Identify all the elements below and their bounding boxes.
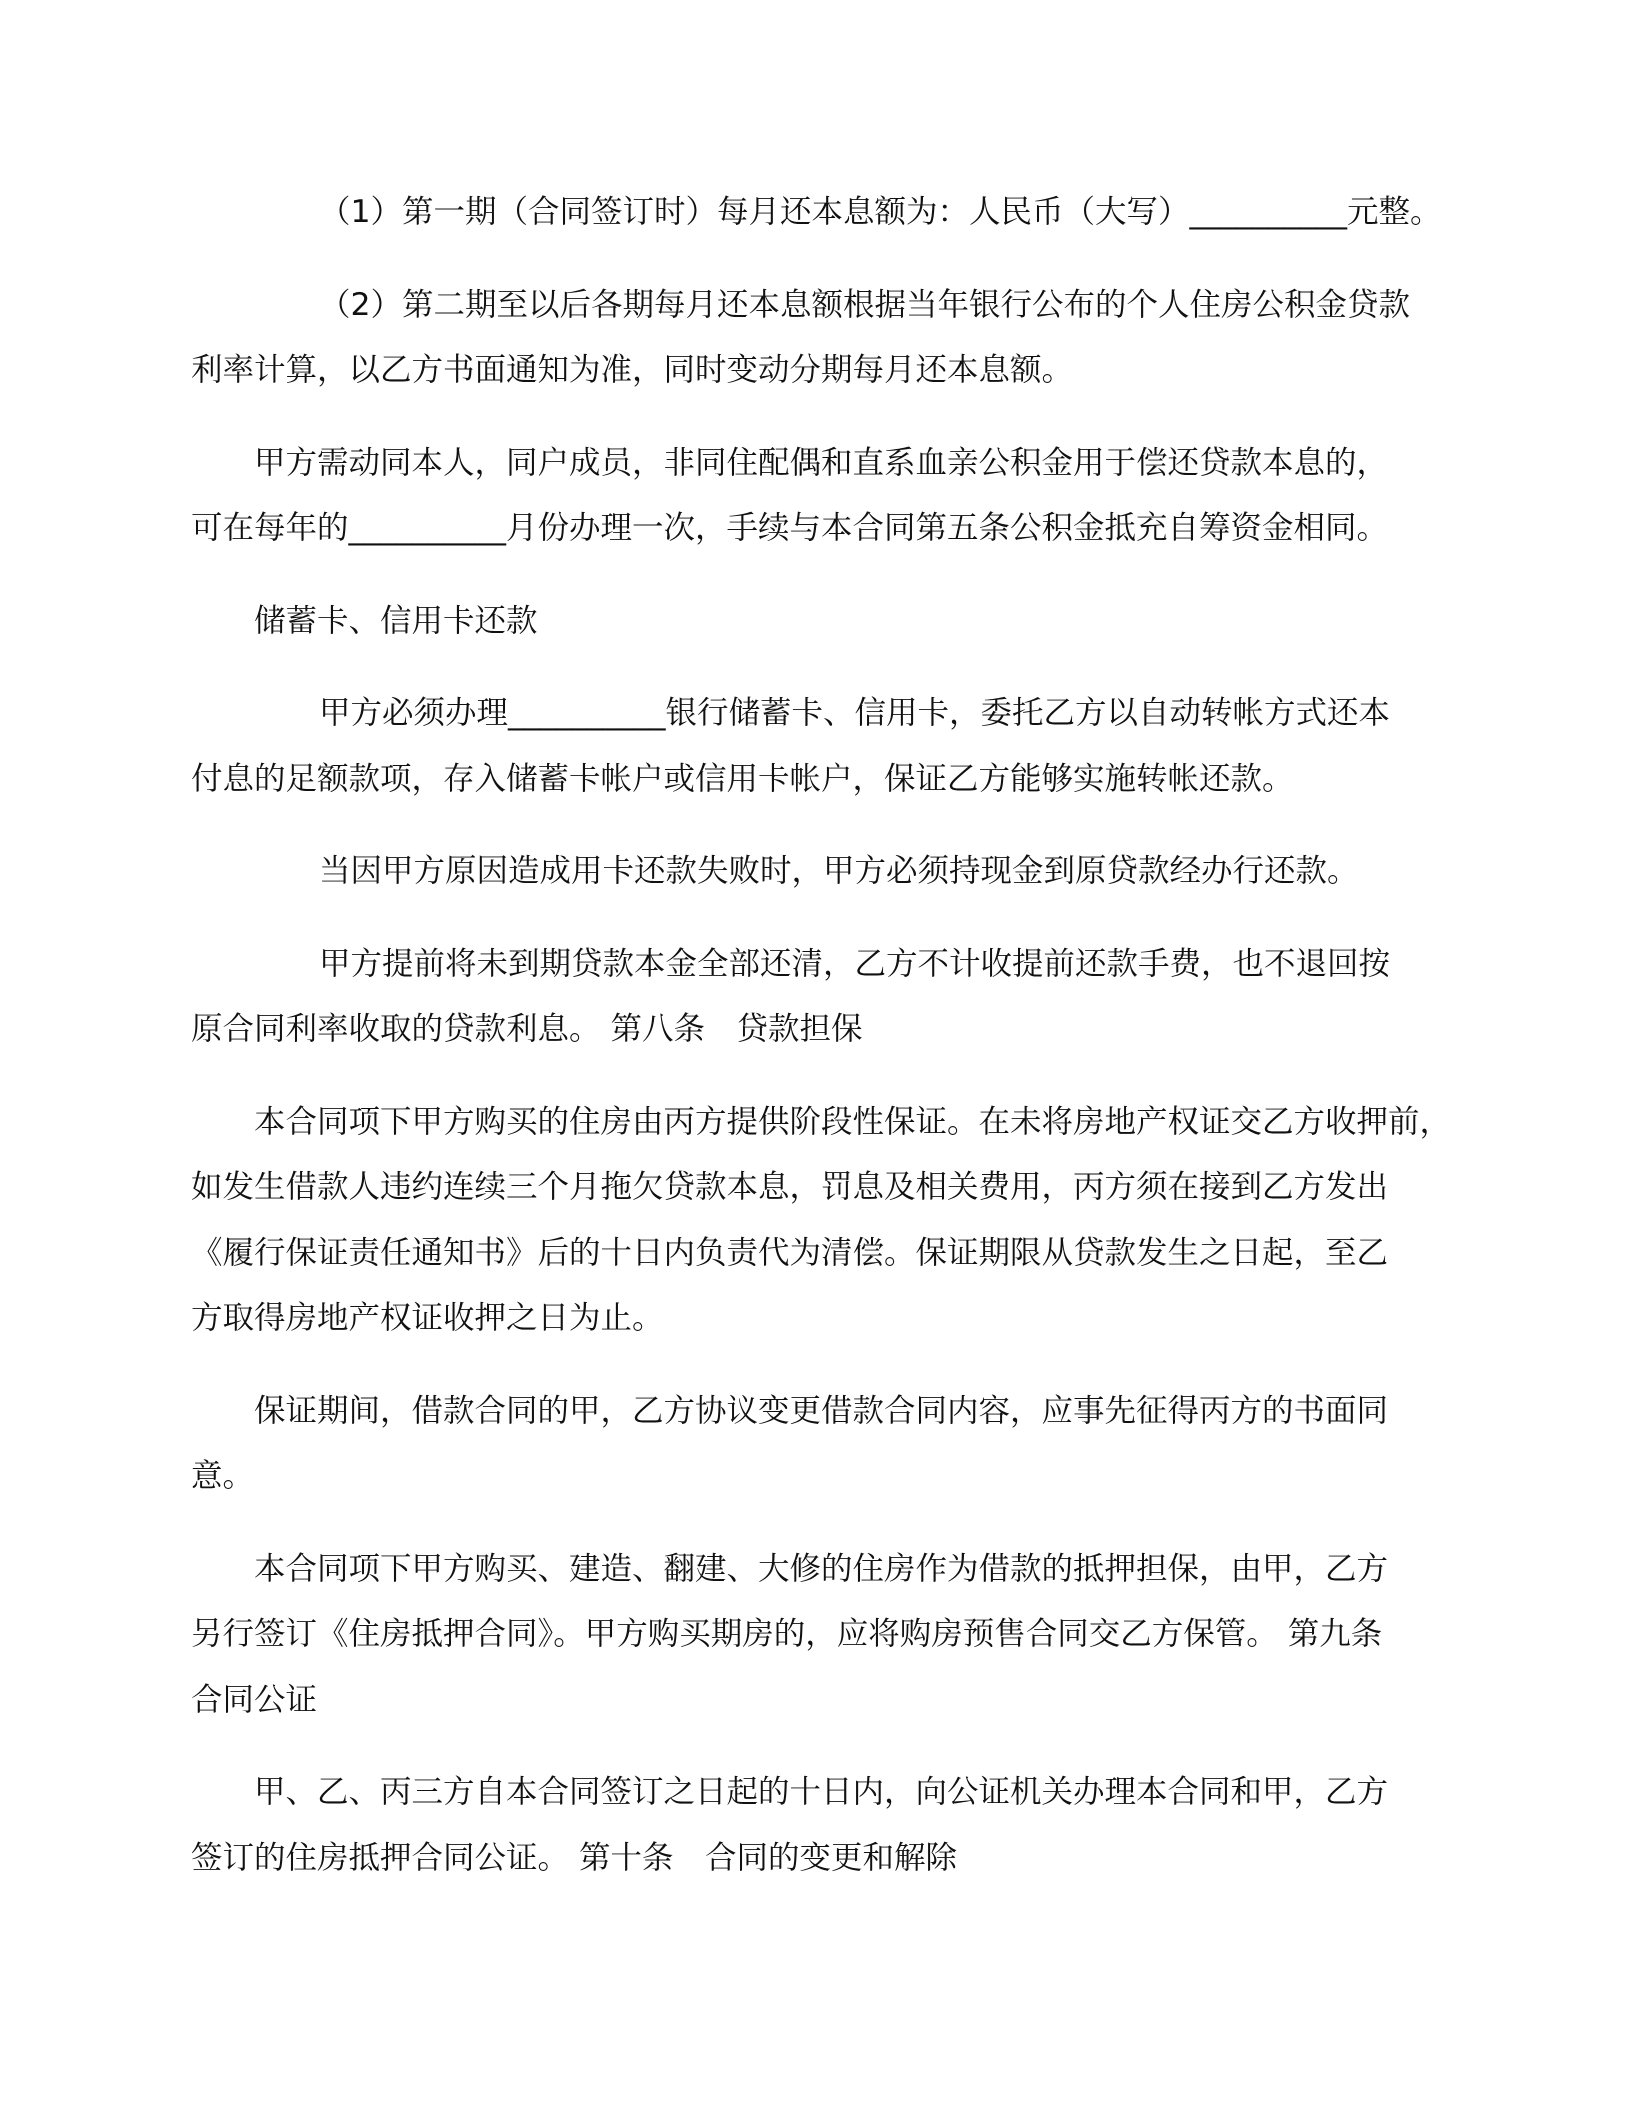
paragraph-first-installment: [191, 180, 1511, 246]
text-line: 可在每年的__________月份办理一次，手续与本合同第五条公积金抵充自筹资金相同。: [191, 510, 1389, 546]
section-heading-card-repayment: [191, 589, 1511, 655]
text-line: 储蓄卡、信用卡还款: [254, 602, 538, 639]
text-line: 付息的足额款项，存入储蓄卡帐户或信用卡帐户，保证乙方能够实施转帐还款。: [191, 760, 1294, 797]
text-line: 甲方提前将未到期贷款本金全部还清，乙方不计收提前还款手费，也不退回按: [319, 945, 1391, 982]
paragraph-notarization: [191, 1760, 1511, 1891]
text-line: 本合同项下甲方购买、建造、翻建、大修的住房作为借款的抵押担保，由甲，乙方: [254, 1550, 1389, 1587]
text-line: 甲方必须办理__________银行储蓄卡、信用卡，委托乙方以自动转帐方式还本: [319, 695, 1391, 731]
text-line: 保证期间，借款合同的甲，乙方协议变更借款合同内容，应事先征得丙方的书面同: [254, 1392, 1389, 1429]
text-line: 如发生借款人违约连续三个月拖欠贷款本息，罚息及相关费用，丙方须在接到乙方发出: [191, 1169, 1389, 1205]
text-line: （2）第二期至以后各期每月还本息额根据当年银行公布的个人住房公积金贷款: [319, 286, 1411, 323]
text-line: 合同公证: [191, 1681, 318, 1718]
document-body: [191, 180, 1511, 1918]
paragraph-card-setup: [191, 681, 1511, 812]
paragraph-guarantee-period: [191, 1379, 1511, 1510]
text-line: 《履行保证责任通知书》后的十日内负责代为清偿。保证期限从贷款发生之日起，至乙: [191, 1234, 1389, 1271]
paragraph-second-installment: [191, 273, 1511, 404]
paragraph-mortgage: [191, 1537, 1511, 1734]
paragraph-guarantee: [191, 1090, 1511, 1352]
text-line: 意。: [191, 1458, 255, 1494]
paragraph-provident-fund-repayment: [191, 431, 1511, 562]
text-line: 另行签订《住房抵押合同》。甲方购买期房的，应将购房预售合同交乙方保管。 第九条: [191, 1616, 1383, 1652]
text-line: 本合同项下甲方购买的住房由丙方提供阶段性保证。在未将房地产权证交乙方收押前，: [254, 1103, 1452, 1140]
paragraph-early-repayment: [191, 932, 1511, 1063]
text-line: 甲、乙、丙三方自本合同签订之日起的十日内，向公证机关办理本合同和甲，乙方: [254, 1774, 1389, 1810]
text-line: 签订的住房抵押合同公证。 第十条 合同的变更和解除: [191, 1839, 958, 1876]
text-line: 利率计算，以乙方书面通知为准，同时变动分期每月还本息额。: [191, 352, 1074, 388]
text-line: 原合同利率收取的贷款利息。 第八条 贷款担保: [191, 1011, 863, 1047]
text-line: 方取得房地产权证收押之日为止。: [191, 1300, 664, 1336]
paragraph-card-failure: [191, 839, 1511, 905]
text-line: 当因甲方原因造成用卡还款失败时，甲方必须持现金到原贷款经办行还款。: [319, 853, 1359, 889]
text-line: 甲方需动同本人，同户成员，非同住配偶和直系血亲公积金用于偿还贷款本息的，: [254, 444, 1389, 481]
text-line: （1）第一期（合同签订时）每月还本息额为：人民币（大写）__________元整。: [319, 194, 1442, 230]
